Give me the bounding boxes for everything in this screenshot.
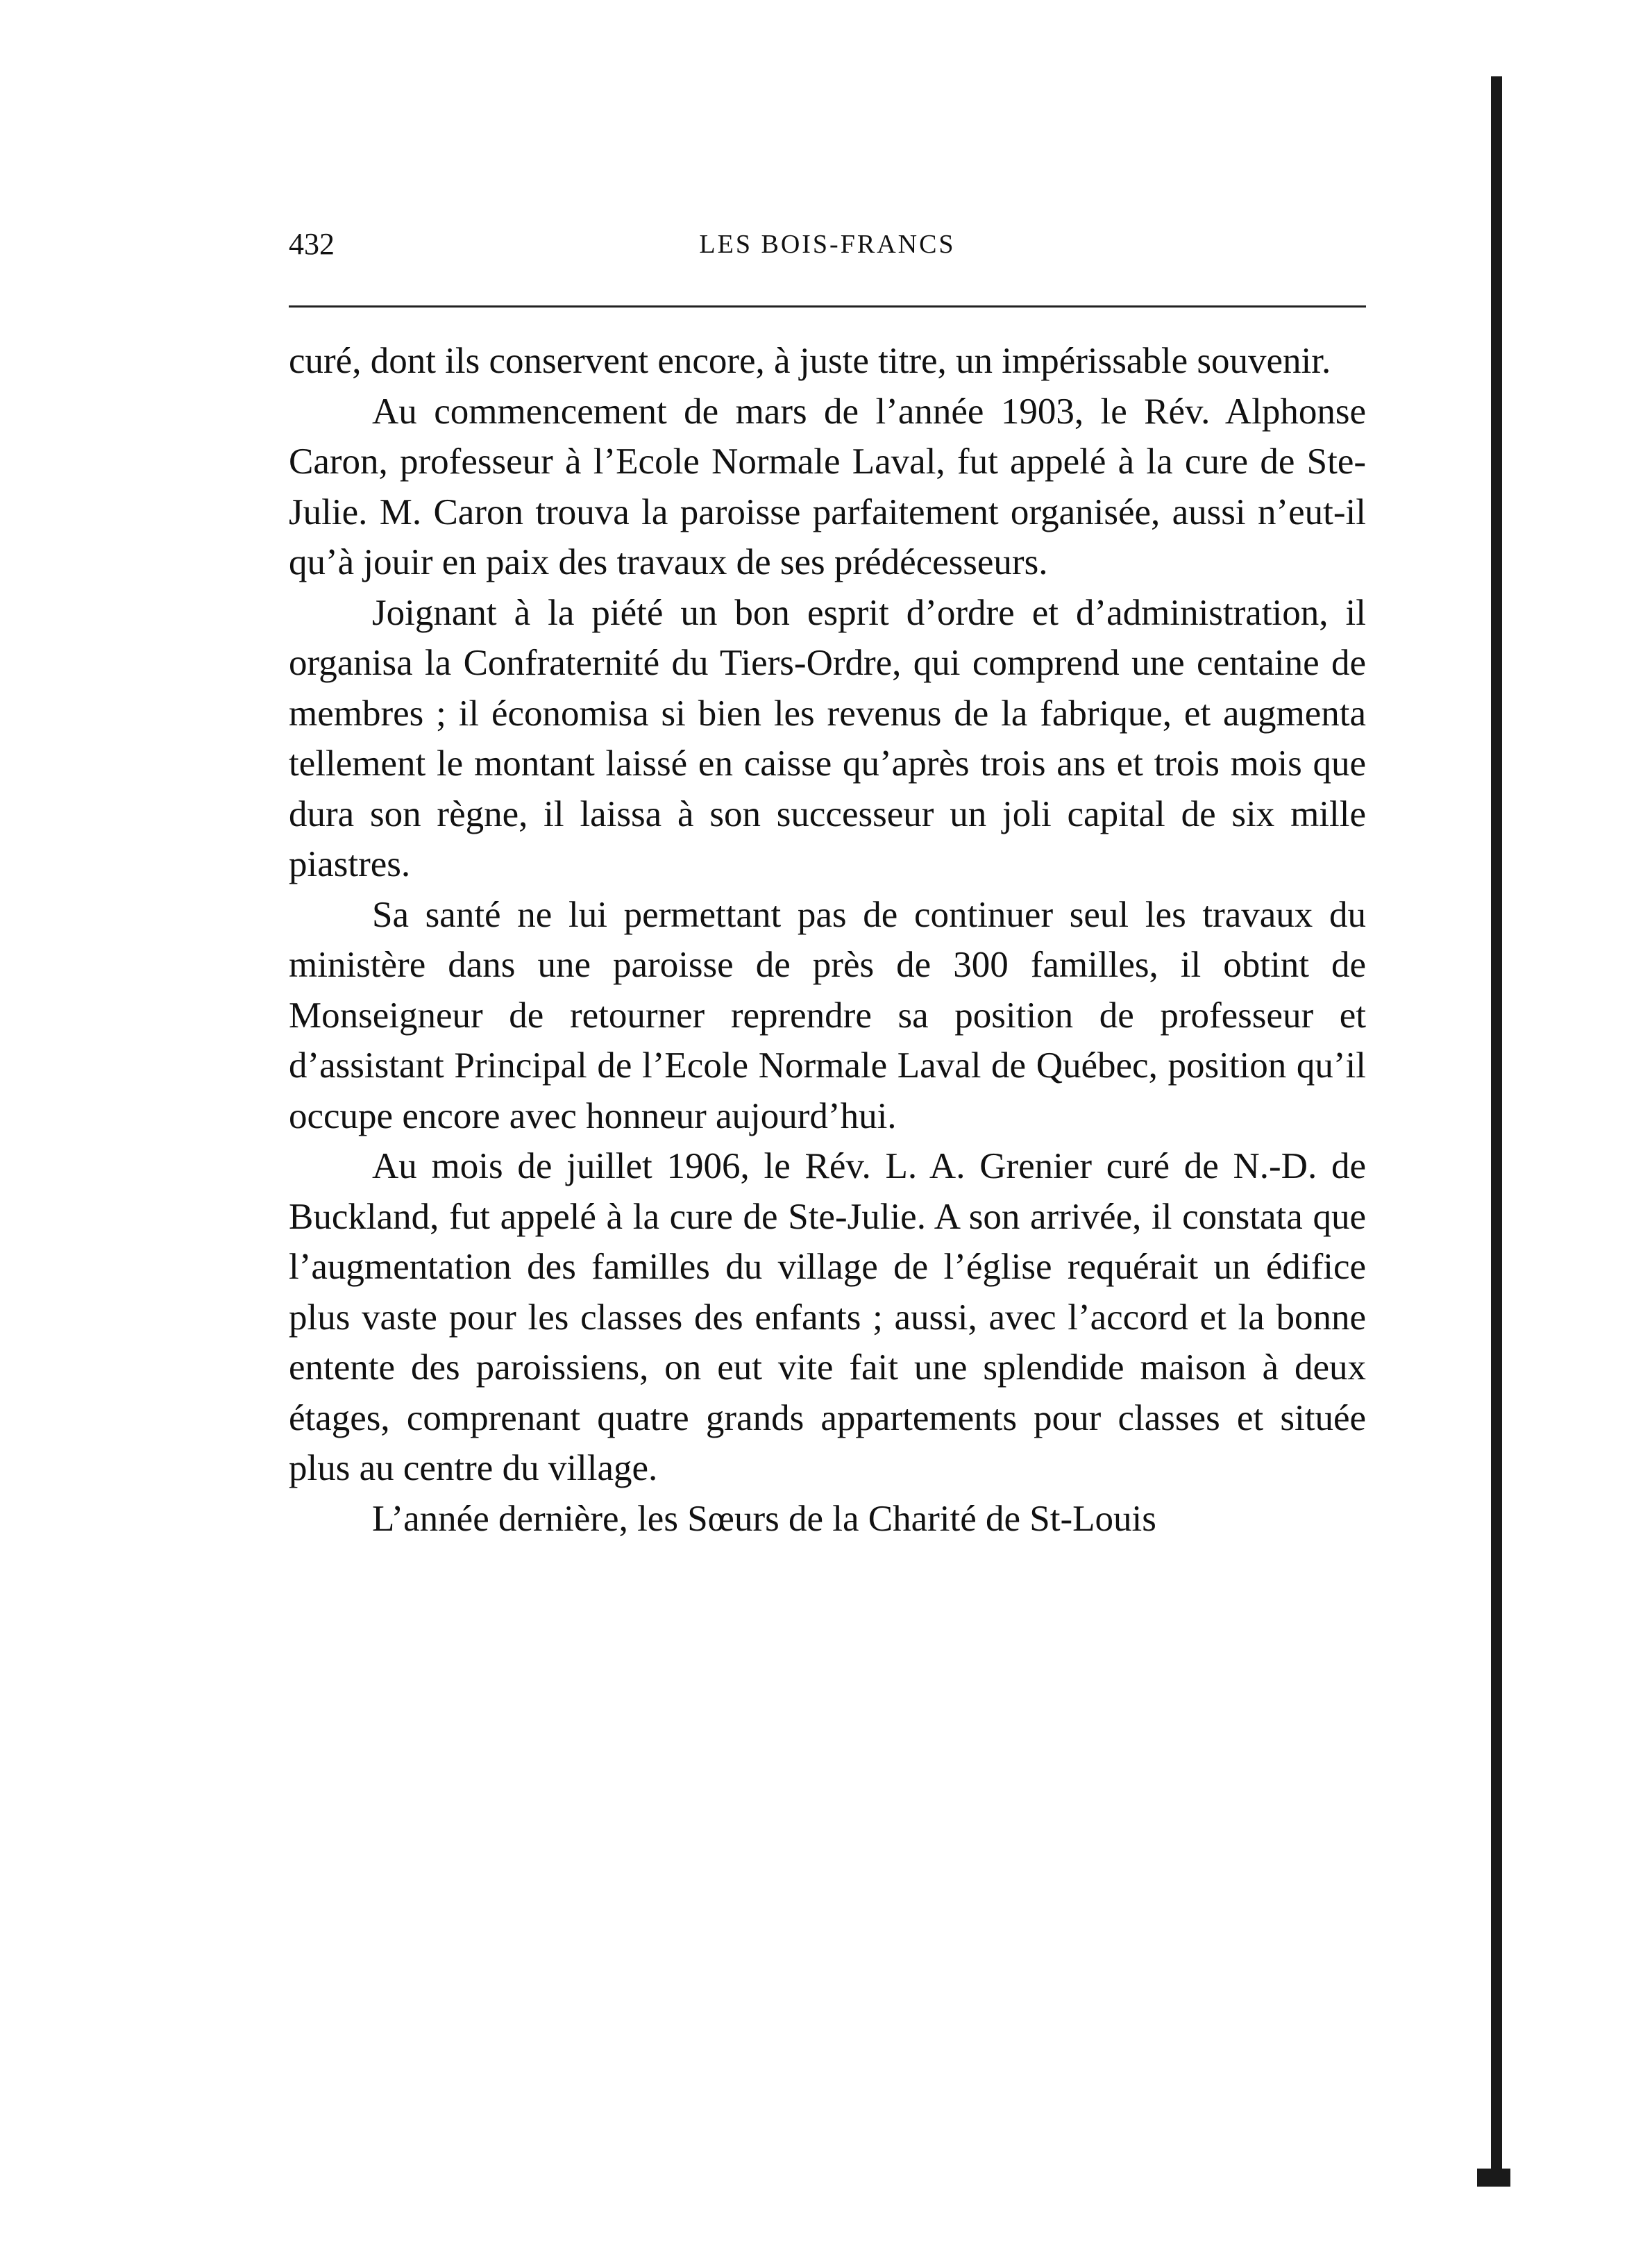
paragraph-administration: Joignant à la piété un bon esprit d’ordre et d’administration, il organisa la Confraternité du Tiers-Ordre, qui comprend une centaine de membres ; il économisa si bien les revenus de la fabrique, et augmenta tellement le montant laissé en caisse qu’après trois ans et trois mois que dura son règne, il laissa à son successeur un joli capital de six mille piastres.	[289, 592, 1366, 884]
page-binding-edge	[1487, 76, 1508, 2187]
paragraph-soeurs: L’année dernière, les Sœurs de la Charité de St-Louis	[372, 1498, 1156, 1539]
binding-strip	[1491, 76, 1502, 2187]
page-number: 432	[289, 227, 335, 261]
body-text	[289, 336, 1366, 1544]
paragraph-caron-appointment: Au commencement de mars de l’année 1903, le Rév. Alphonse Caron, professeur à l’Ecole Normale Laval, fut appelé à la cure de Ste-Julie. M. Caron trouva la paroisse parfaitement organisée, aussi n’eut-il qu’à jouir en paix des travaux de ses prédécesseurs.	[289, 391, 1366, 582]
running-title: LES BOIS-FRANCS	[699, 230, 956, 259]
page-header	[289, 224, 1366, 279]
header-rule	[289, 305, 1366, 308]
paragraph-health: Sa santé ne lui permettant pas de continuer seul les travaux du ministère dans une paroisse de près de 300 familles, il obtint de Monseigneur de retourner reprendre sa position de professeur et d’assistant Principal de l’Ecole Normale Laval de Québec, position qu’il occupe encore avec honneur aujourd’hui.	[289, 894, 1366, 1136]
paragraph-continued: curé, dont ils conservent encore, à juste titre, un impérissable souvenir.	[289, 341, 1331, 381]
paragraph-grenier: Au mois de juillet 1906, le Rév. L. A. Grenier curé de N.-D. de Buckland, fut appelé à la cure de Ste-Julie. A son arrivée, il constata que l’augmentation des familles du village de l’église requérait un édifice plus vaste pour les classes des enfants ; aussi, avec l’accord et la bonne entente des paroissiens, on eut vite fait une splendide maison à deux étages, comprenant quatre grands appartements pour classes et située plus au centre du village.	[289, 1146, 1366, 1488]
binding-foot	[1477, 2169, 1510, 2187]
